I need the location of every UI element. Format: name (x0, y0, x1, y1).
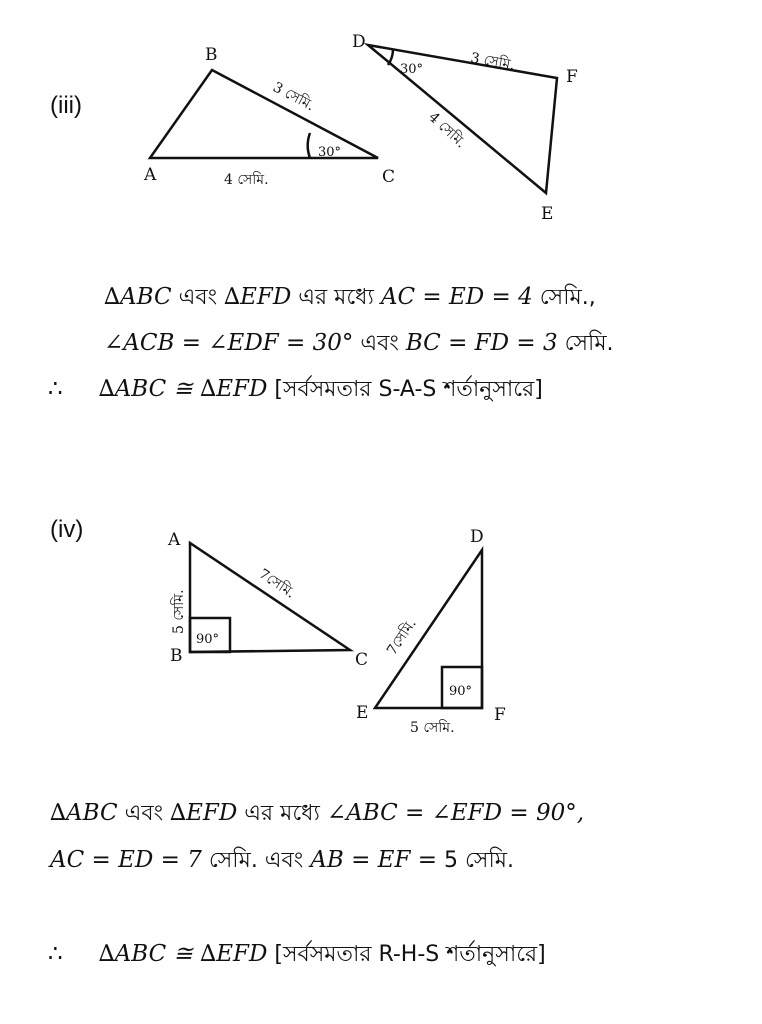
part-label-iv: (iv) (50, 516, 84, 543)
proof-line-2-iv: AC = ED = 7 সেমি. এবং AB = EF = 5 সেমি. (50, 847, 514, 873)
conclusion-line-iv: ∴ ∆ABC ≅ ∆EFD [সর্বসমতার R-H-S শর্তানুসারে] (48, 941, 546, 967)
side-ac-label-iii: 4 সেমি. (224, 172, 269, 188)
therefore-symbol: ∴ (48, 941, 63, 967)
proof-line-1-iv: ∆ABC এবং ∆EFD এর মধ্যে ∠ABC = ∠EFD = 90°, (50, 800, 585, 826)
vertex-c-iii: C (382, 167, 396, 187)
vertex-f-iv: F (494, 705, 506, 725)
vertex-e-iv: E (356, 703, 369, 723)
vertex-b-iv: B (170, 646, 183, 666)
vertex-a-iv: A (168, 530, 181, 550)
conclusion-line-iii: ∴ ∆ABC ≅ ∆EFD [সর্বসমতার S-A-S শর্তানুসারে] (48, 376, 543, 402)
angle-c-label-iii: 30° (318, 145, 342, 160)
side-de-label-iii: 4 সেমি. (425, 109, 469, 152)
vertex-c-iv: C (355, 650, 369, 670)
vertex-d-iv: D (470, 527, 484, 547)
side-bc-label-iii: 3 সেমি. (270, 79, 317, 115)
triangle-abc-iii (150, 70, 378, 158)
side-ab-label-iv: 5 সেমি. (171, 589, 187, 634)
vertex-b-iii: B (205, 45, 218, 65)
vertex-e-iii: E (541, 204, 554, 224)
proof-line-1-iii: ∆ABC এবং ∆EFD এর মধ্যে AC = ED = 4 সেমি., (104, 284, 596, 310)
angle-b-label-iv: 90° (196, 632, 220, 647)
therefore-symbol: ∴ (48, 376, 63, 402)
vertex-a-iii: A (144, 165, 157, 185)
triangle-def-iii (368, 45, 557, 193)
side-ac-label-iv: 7সেমি. (255, 566, 298, 602)
side-df-label-iii: 3 সেমি. (469, 50, 516, 74)
angle-d-label-iii: 30° (400, 62, 424, 77)
side-ef-label-iv: 5 সেমি. (410, 720, 455, 736)
vertex-f-iii: F (566, 67, 578, 87)
part-label-iii: (iii) (50, 92, 82, 119)
side-ed-label-iv: 7সেমি. (384, 616, 420, 659)
angle-f-label-iv: 90° (449, 684, 473, 699)
proof-line-2-iii: ∠ACB = ∠EDF = 30° এবং BC = FD = 3 সেমি. (104, 330, 614, 356)
vertex-d-iii: D (352, 32, 366, 52)
